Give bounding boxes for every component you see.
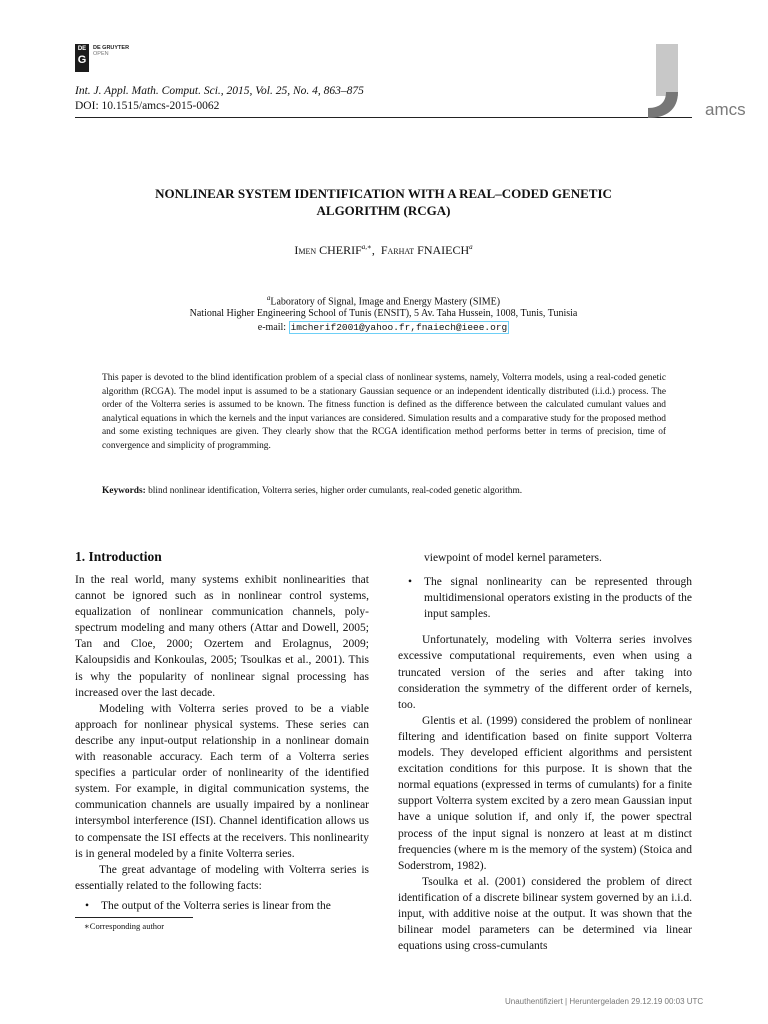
doi: DOI: 10.1515/amcs-2015-0062 (75, 100, 220, 112)
keywords-label: Keywords: (102, 486, 146, 496)
author-1-sup: a,∗ (361, 243, 372, 251)
download-footer: Unauthentifiziert | Heruntergeladen 29.12.19 00:03 UTC (505, 997, 704, 1006)
right-column (398, 550, 692, 954)
title-line-2: ALGORITHM (RCGA) (316, 203, 451, 218)
author-2-last: FNAIECH (417, 243, 470, 257)
paragraph-2: Modeling with Volterra series proved to be a viable approach for nonlinear physical systems. These series can describe any input-output relationship in a nonlinear domain with reasonable accuracy. Each term of a Volterra series specifies a particular order of nonlinearity of the identified system. For example, in digital communication systems, the communication channels are usually impaired by a nonlinear intersymbol interference (ISI). Channel identification allows us to compensate the ISI effects at the receivers. This nonlinearity is in general modeled by a finite Volterra series. (75, 702, 369, 860)
bullet-icon: • (85, 899, 90, 912)
affiliation-line-2: National Higher Engineering School of Tunis (ENSIT), 5 Av. Taha Hussein, 1008, Tunis, Tunisia (189, 308, 578, 319)
publisher-sub-label: OPEN (93, 51, 109, 57)
logo-g-text: G (77, 54, 87, 66)
affiliation-sup: a (266, 294, 271, 302)
email-label: e-mail: (257, 322, 287, 333)
bullet-1-text: The output of the Volterra series is linear from the (101, 899, 331, 912)
paper-title (75, 185, 692, 219)
journal-citation: Int. J. Appl. Math. Comput. Sci., 2015, Vol. 25, No. 4, 863–875 (75, 85, 364, 97)
left-column (75, 572, 369, 914)
abstract: This paper is devoted to the blind identification problem of a special class of nonlinear systems, namely, Volterra models, using a real-coded genetic algorithm (RCGA). The model input is assumed to be a stationary Gaussian sequence or an independent identically distributed (i.i.d.) process. The order of the Volterra series is assumed to be known. The fitness function is defined as the difference between the calculated cumulant values and analytical equations in which the kernels and the input variances are considered. Simulation results and a comparative study for the proposed method and some existing techniques are given. They clearly show that the RCGA identification method performs better in terms of precision, time of convergence and simplicity of programming. (102, 373, 666, 451)
email-line (75, 322, 692, 333)
paragraph-3: The great advantage of modeling with Volterra series is essentially related to the following facts: (75, 863, 369, 892)
bullet-icon: • (408, 576, 413, 589)
author-2-sup: a (469, 243, 473, 251)
author-1-first: Imen (294, 243, 317, 257)
section-heading-introduction: 1. Introduction (75, 549, 162, 564)
affiliation-lab: Laboratory of Signal, Image and Energy Mastery (SIME) (270, 296, 501, 308)
title-line-1: NONLINEAR SYSTEM IDENTIFICATION WITH A REAL–CODED GENETIC (155, 186, 612, 201)
authors: Imen $CHERIF^{a,∗}$, Farhat FNAIECH$^a$ (294, 243, 473, 257)
paragraph-6: Tsoulka et al. (2001) considered the problem of direct identification of a discrete bilinear system governed by an i.i.d. input, with additive noise at the output. It was shown that the bilinear model parameters can be determined via linear equations using cross-cumulants (398, 875, 692, 953)
bullet-1-continuation: viewpoint of model kernel parameters. (424, 552, 602, 564)
email-link[interactable]: imcherif2001@yahoo.fr,fnaiech@ieee.org (290, 322, 508, 333)
bullet-2-text: The signal nonlinearity can be represented through multidimensional operators existing in the products of the input samples. (424, 576, 692, 621)
bullet-item-2 (398, 574, 692, 622)
header-divider (75, 117, 692, 118)
bullet-item-1 (75, 898, 369, 914)
paragraph-5: Glentis et al. (1999) considered the problem of nonlinear filtering and identification based on finite support Volterra models. They developed efficient algorithms and persistent excitation conditions for this purpose. It is shown that the normal equations (expressed in terms of cumulants) for a finite support Volterra system excited by a zero mean Gaussian input have a unique solution if, and only if, the power spectral process of the input signal is nonzero at least at m distinct frequencies (where m is the memory of the system) (Stoica and Soderstrom, 1982). (398, 714, 692, 872)
logo-de-text: DE (77, 46, 87, 52)
author-2-first: Farhat (380, 243, 415, 257)
publisher-logo (75, 44, 89, 72)
keywords (102, 486, 682, 496)
footnote-divider (75, 917, 193, 918)
paragraph-1: In the real world, many systems exhibit nonlinearities that cannot be ignored such as in nonlinear control systems, equalization of nonlinear communication channels, poly-spectrum modeling and many others (Attar and Dowell, 2005; Tan and Cloe, 2000; Ozertem and Erolagnus, 2009; Kaloupsidis and Konkoulas, 2005; Tsoulkas et al., 2001). This is why the popularity of nonlinear signal processing has increased over the last decade. (75, 574, 369, 699)
amcs-logo-graphic (642, 44, 752, 134)
keywords-text: blind nonlinear identification, Volterra series, higher order cumulants, real-coded genetic algorithm. (148, 486, 523, 496)
paragraph-4: Unfortunately, modeling with Volterra series involves excessive computational requirements, even when using a truncated version of the series and after taking into consideration the symmetry of the different order of kernels, too. (398, 634, 692, 711)
footnote: ∗Corresponding author (84, 921, 165, 931)
publisher-name (93, 45, 129, 57)
author-1-last: CHERIF (319, 243, 362, 257)
affiliation-line-1 (75, 294, 692, 307)
publisher-label: DE GRUYTER (93, 45, 130, 51)
amcs-logo-text: amcs (705, 100, 746, 119)
